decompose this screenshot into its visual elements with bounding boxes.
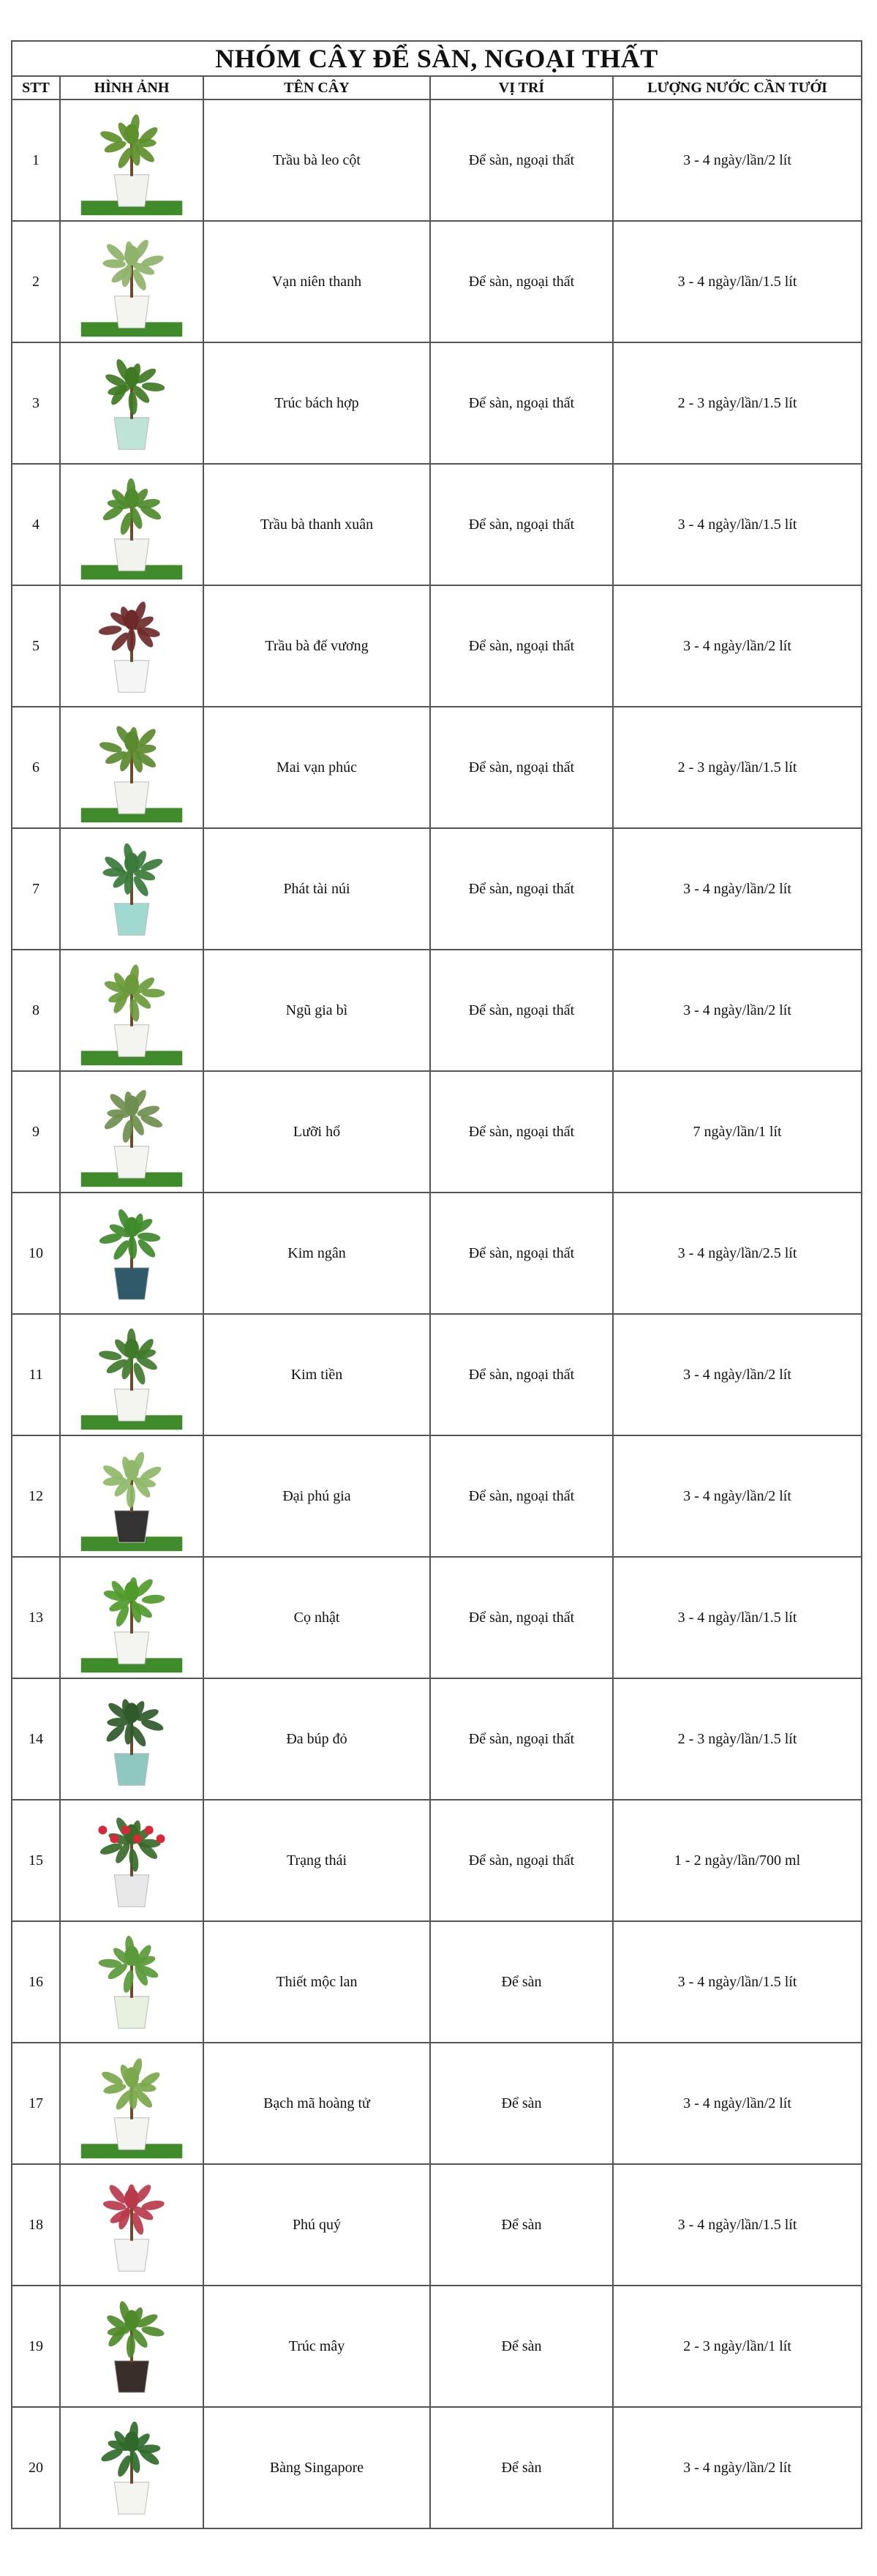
cell-water: 3 - 4 ngày/lần/2 lít	[613, 828, 862, 950]
cell-plant-name: Đại phú gia	[203, 1435, 430, 1557]
cell-stt: 4	[12, 464, 60, 585]
cell-plant-name: Bạch mã hoàng tử	[203, 2043, 430, 2164]
cell-image	[60, 1678, 203, 1800]
cell-image	[60, 950, 203, 1071]
cell-image	[60, 342, 203, 464]
cell-water: 3 - 4 ngày/lần/2 lít	[613, 585, 862, 707]
dieffenbachia-plant-photo	[67, 226, 197, 337]
table-row	[12, 585, 862, 707]
snake-plant-photo	[67, 1076, 197, 1187]
table-row	[12, 1314, 862, 1435]
cell-position: Để sàn	[430, 2164, 613, 2286]
header-water: LƯỢNG NƯỚC CẦN TƯỚI	[613, 76, 862, 99]
table-row	[12, 464, 862, 585]
plant-table-sheet	[11, 40, 861, 2529]
cell-position: Để sàn, ngoại thất	[430, 1557, 613, 1678]
fiddle-leaf-fig-plant-photo	[67, 2412, 197, 2523]
cell-position: Để sàn, ngoại thất	[430, 342, 613, 464]
header-stt: STT	[12, 76, 60, 99]
poinsettia-plant-photo	[67, 1805, 197, 1916]
dracaena-draco-plant-photo	[67, 833, 197, 945]
cell-stt: 13	[12, 1557, 60, 1678]
table-row	[12, 221, 862, 342]
cell-plant-name: Trầu bà leo cột	[203, 99, 430, 221]
cell-water: 3 - 4 ngày/lần/1.5 lít	[613, 2164, 862, 2286]
plant-table	[11, 40, 862, 2529]
cell-position: Để sàn, ngoại thất	[430, 221, 613, 342]
cell-image	[60, 2407, 203, 2528]
header-row	[12, 76, 862, 99]
dracaena-fragrans-plant-photo	[67, 1926, 197, 2038]
money-tree-plant-photo	[67, 1198, 197, 1309]
cell-water: 3 - 4 ngày/lần/1.5 lít	[613, 464, 862, 585]
cell-stt: 17	[12, 2043, 60, 2164]
cell-water: 7 ngày/lần/1 lít	[613, 1071, 862, 1193]
cell-image	[60, 707, 203, 828]
cell-water: 2 - 3 ngày/lần/1.5 lít	[613, 342, 862, 464]
cell-plant-name: Phú quý	[203, 2164, 430, 2286]
zz-plant-photo	[67, 1319, 197, 1430]
cell-plant-name: Cọ nhật	[203, 1557, 430, 1678]
cell-water: 3 - 4 ngày/lần/2 lít	[613, 950, 862, 1071]
cell-stt: 11	[12, 1314, 60, 1435]
header-position: VỊ TRÍ	[430, 76, 613, 99]
cell-position: Để sàn, ngoại thất	[430, 707, 613, 828]
cell-position: Để sàn, ngoại thất	[430, 1314, 613, 1435]
cell-stt: 14	[12, 1678, 60, 1800]
philodendron-plant-photo	[67, 469, 197, 580]
cell-plant-name: Đa búp đỏ	[203, 1678, 430, 1800]
cell-image	[60, 1921, 203, 2043]
pothos-pole-plant-photo	[67, 105, 197, 216]
table-row	[12, 342, 862, 464]
cell-water: 2 - 3 ngày/lần/1.5 lít	[613, 707, 862, 828]
cell-image	[60, 585, 203, 707]
cell-stt: 3	[12, 342, 60, 464]
cell-image	[60, 2164, 203, 2286]
cell-image	[60, 2286, 203, 2407]
cell-image	[60, 221, 203, 342]
cell-water: 2 - 3 ngày/lần/1 lít	[613, 2286, 862, 2407]
cell-stt: 10	[12, 1193, 60, 1314]
cell-water: 3 - 4 ngày/lần/2 lít	[613, 2407, 862, 2528]
serissa-bonsai-plant-photo	[67, 712, 197, 823]
cell-stt: 1	[12, 99, 60, 221]
cell-image	[60, 1435, 203, 1557]
table-title: NHÓM CÂY ĐỂ SÀN, NGOẠI THẤT	[12, 41, 862, 76]
table-row	[12, 1557, 862, 1678]
cell-image	[60, 464, 203, 585]
cell-stt: 20	[12, 2407, 60, 2528]
cell-plant-name: Trúc bách hợp	[203, 342, 430, 464]
cell-plant-name: Phát tài núi	[203, 828, 430, 950]
cell-plant-name: Lưỡi hổ	[203, 1071, 430, 1193]
aglaonema-white-plant-photo	[67, 2048, 197, 2159]
cell-image	[60, 1314, 203, 1435]
table-row	[12, 99, 862, 221]
table-row	[12, 2164, 862, 2286]
cell-water: 3 - 4 ngày/lần/2 lít	[613, 2043, 862, 2164]
table-row	[12, 950, 862, 1071]
cell-plant-name: Thiết mộc lan	[203, 1921, 430, 2043]
cell-water: 2 - 3 ngày/lần/1.5 lít	[613, 1678, 862, 1800]
rhapis-palm-plant-photo	[67, 2291, 197, 2402]
cell-stt: 12	[12, 1435, 60, 1557]
cell-stt: 6	[12, 707, 60, 828]
rubber-plant-photo	[67, 1683, 197, 1795]
cell-plant-name: Mai vạn phúc	[203, 707, 430, 828]
table-row	[12, 1071, 862, 1193]
cell-image	[60, 1557, 203, 1678]
cell-plant-name: Vạn niên thanh	[203, 221, 430, 342]
cell-position: Để sàn, ngoại thất	[430, 99, 613, 221]
cell-image	[60, 1193, 203, 1314]
cell-position: Để sàn, ngoại thất	[430, 585, 613, 707]
table-row	[12, 1800, 862, 1921]
fan-palm-plant-photo	[67, 1562, 197, 1673]
table-row	[12, 2043, 862, 2164]
cell-stt: 5	[12, 585, 60, 707]
cell-image	[60, 2043, 203, 2164]
cell-water: 3 - 4 ngày/lần/1.5 lít	[613, 1557, 862, 1678]
table-row	[12, 828, 862, 950]
cell-water: 3 - 4 ngày/lần/2 lít	[613, 1314, 862, 1435]
cell-position: Để sàn	[430, 1921, 613, 2043]
imperial-philodendron-plant-photo	[67, 590, 197, 702]
table-row	[12, 1678, 862, 1800]
cell-position: Để sàn, ngoại thất	[430, 1071, 613, 1193]
cell-image	[60, 1071, 203, 1193]
cell-position: Để sàn, ngoại thất	[430, 1193, 613, 1314]
table-row	[12, 1193, 862, 1314]
cell-stt: 15	[12, 1800, 60, 1921]
schefflera-plant-photo	[67, 955, 197, 1066]
cell-stt: 2	[12, 221, 60, 342]
cell-position: Để sàn, ngoại thất	[430, 1678, 613, 1800]
table-row	[12, 2286, 862, 2407]
cell-image	[60, 1800, 203, 1921]
cell-position: Để sàn	[430, 2043, 613, 2164]
dracaena-reflexa-plant-photo	[67, 348, 197, 459]
cell-position: Để sàn, ngoại thất	[430, 950, 613, 1071]
header-plant-name: TÊN CÂY	[203, 76, 430, 99]
table-row	[12, 2407, 862, 2528]
aglaonema-plant-photo	[67, 1441, 197, 1552]
red-aglaonema-plant-photo	[67, 2169, 197, 2280]
cell-position: Để sàn	[430, 2407, 613, 2528]
cell-plant-name: Bàng Singapore	[203, 2407, 430, 2528]
cell-plant-name: Trầu bà đế vương	[203, 585, 430, 707]
cell-water: 1 - 2 ngày/lần/700 ml	[613, 1800, 862, 1921]
cell-plant-name: Trúc mây	[203, 2286, 430, 2407]
cell-position: Để sàn, ngoại thất	[430, 1435, 613, 1557]
cell-stt: 16	[12, 1921, 60, 2043]
cell-stt: 18	[12, 2164, 60, 2286]
cell-image	[60, 99, 203, 221]
cell-plant-name: Trạng thái	[203, 1800, 430, 1921]
cell-plant-name: Kim tiền	[203, 1314, 430, 1435]
table-row	[12, 1921, 862, 2043]
cell-position: Để sàn, ngoại thất	[430, 464, 613, 585]
cell-stt: 7	[12, 828, 60, 950]
cell-water: 3 - 4 ngày/lần/2.5 lít	[613, 1193, 862, 1314]
cell-position: Để sàn, ngoại thất	[430, 1800, 613, 1921]
cell-stt: 19	[12, 2286, 60, 2407]
cell-stt: 9	[12, 1071, 60, 1193]
header-image: HÌNH ẢNH	[60, 76, 203, 99]
cell-image	[60, 828, 203, 950]
table-row	[12, 707, 862, 828]
cell-stt: 8	[12, 950, 60, 1071]
cell-water: 3 - 4 ngày/lần/1.5 lít	[613, 1921, 862, 2043]
table-row	[12, 1435, 862, 1557]
cell-water: 3 - 4 ngày/lần/2 lít	[613, 99, 862, 221]
cell-plant-name: Kim ngân	[203, 1193, 430, 1314]
cell-position: Để sàn, ngoại thất	[430, 828, 613, 950]
cell-plant-name: Trầu bà thanh xuân	[203, 464, 430, 585]
cell-position: Để sàn	[430, 2286, 613, 2407]
cell-plant-name: Ngũ gia bì	[203, 950, 430, 1071]
cell-water: 3 - 4 ngày/lần/2 lít	[613, 1435, 862, 1557]
cell-water: 3 - 4 ngày/lần/1.5 lít	[613, 221, 862, 342]
